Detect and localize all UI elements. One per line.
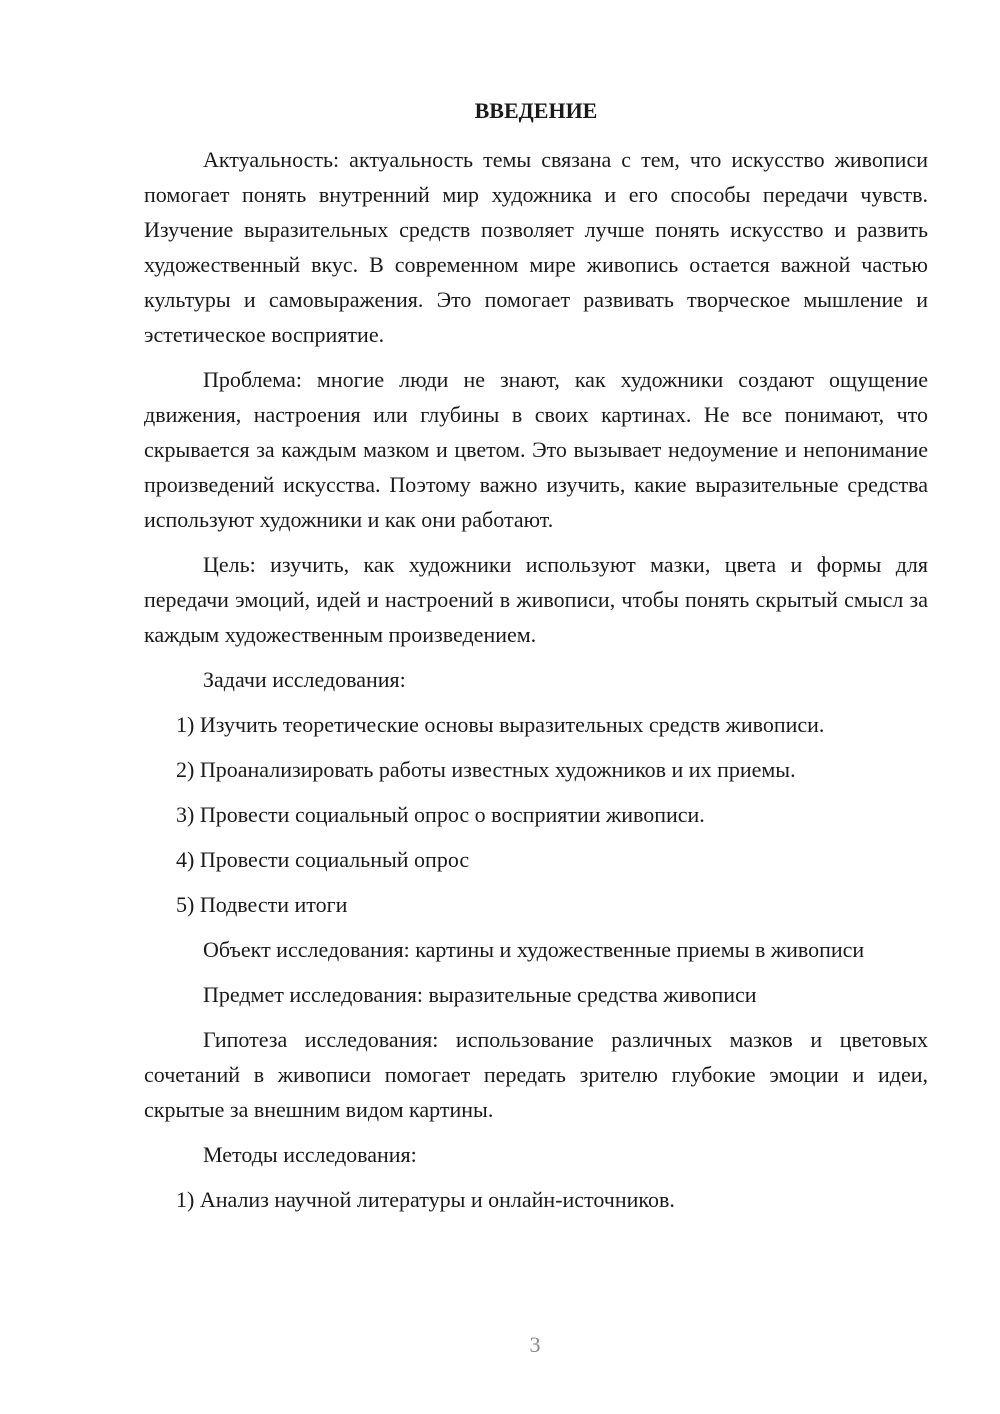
list-item: 5) Подвести итоги — [176, 892, 348, 917]
tasks-list — [144, 707, 928, 922]
subject-paragraph: Предмет исследования: выразительные средства живописи — [203, 982, 757, 1007]
list-item: 1) Изучить теоретические основы выразительных средств живописи. — [176, 712, 825, 737]
hypothesis-paragraph: Гипотеза исследования: использование различных мазков и цветовых сочетаний в живописи помогает передать зрителю глубокие эмоции и идеи, скрытые за внешним видом картины. — [144, 1027, 928, 1122]
methods-heading: Методы исследования: — [203, 1142, 417, 1167]
section-title: ВВЕДЕНИЕ — [474, 98, 598, 123]
problem-paragraph: Проблема: многие люди не знают, как художники создают ощущение движения, настроения или глубины в своих картинах. Не все понимают, что скрывается за каждым мазком и цветом. Это вызывает недоумение и непонимание произведений искусства. Поэтому важно изучить, какие выразительные средства используют художники и как они работают. — [144, 367, 928, 532]
relevance-paragraph: Актуальность: актуальность темы связана с тем, что искусство живописи помогает понять внутренний мир художника и его способы передачи чувств. Изучение выразительных средств позволяет лучше понять искусство и развить художественный вкус. В современном мире живопись остается важной частью культуры и самовыражения. Это помогает развивать творческое мышление и эстетическое восприятие. — [144, 147, 928, 347]
methods-list — [144, 1182, 928, 1217]
goal-paragraph: Цель: изучить, как художники используют мазки, цвета и формы для передачи эмоций, идей и настроений в живописи, чтобы понять скрытый смысл за каждым художественным произведением. — [144, 552, 928, 647]
tasks-heading: Задачи исследования: — [203, 667, 406, 692]
list-item: 1) Анализ научной литературы и онлайн-источников. — [176, 1187, 675, 1212]
list-item: 2) Проанализировать работы известных художников и их приемы. — [176, 757, 796, 782]
list-item: 4) Провести социальный опрос — [176, 847, 470, 872]
object-paragraph: Объект исследования: картины и художественные приемы в живописи — [203, 937, 865, 962]
page-number: 3 — [529, 1332, 541, 1357]
document-page — [144, 96, 928, 1227]
list-item: 3) Провести социальный опрос о восприятии живописи. — [176, 802, 705, 827]
